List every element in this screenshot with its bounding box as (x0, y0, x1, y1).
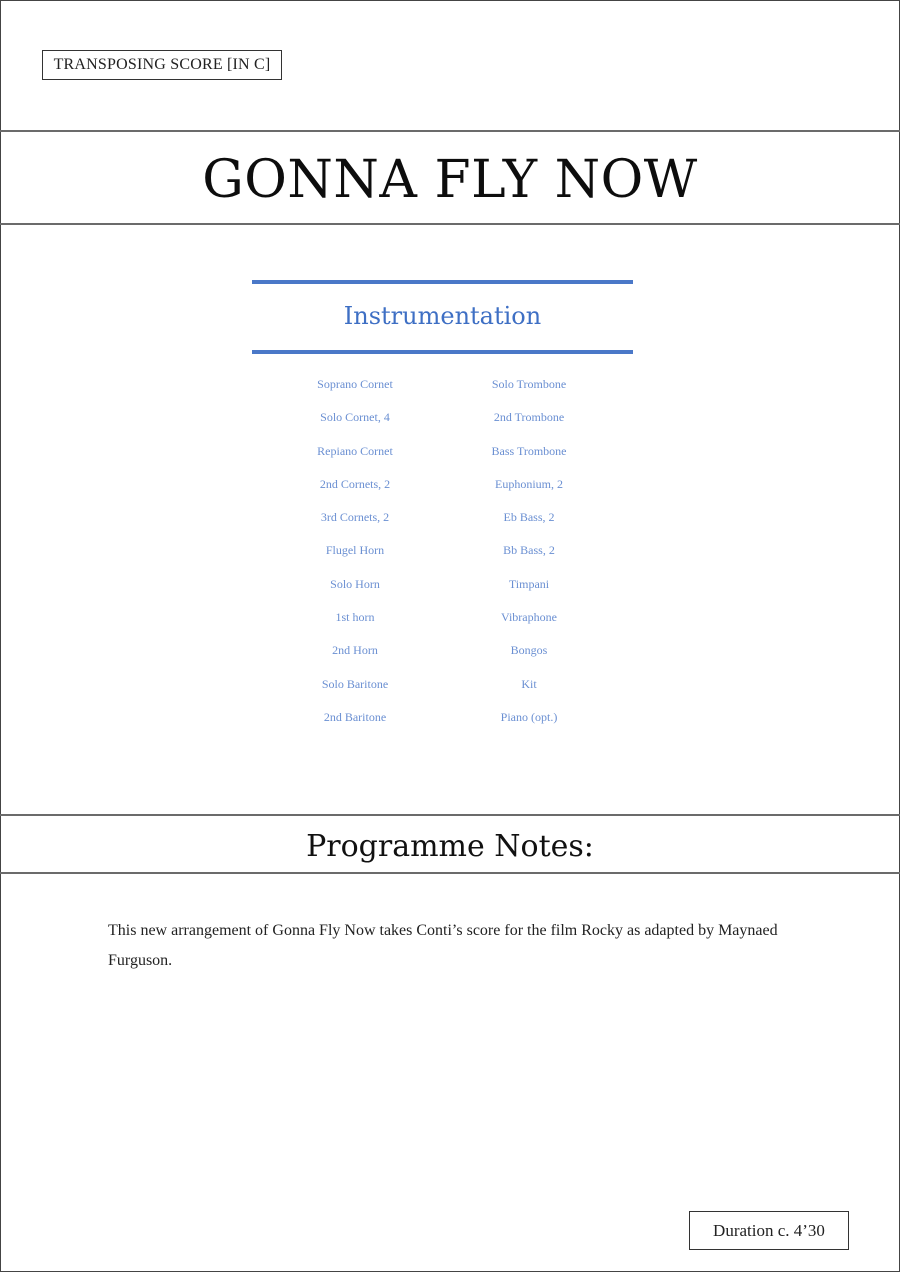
instrument-item: 2nd Horn (332, 643, 378, 658)
instrumentation-bottom-rule (252, 350, 633, 354)
instrument-item: Timpani (508, 576, 550, 591)
instrument-item: Eb Bass, 2 (503, 510, 555, 525)
programme-notes-text: This new arrangement of Gonna Fly Now takes Conti’s score for the film Rocky as adapted by Maynaed Furguson. (108, 922, 778, 969)
instrument-item: Bass Trombone (491, 443, 567, 458)
instrumentation-top-rule (252, 280, 633, 284)
instrument-item: Repiano Cornet (317, 443, 393, 458)
title-top-rule (0, 130, 900, 132)
instrument-item: Solo Horn (330, 576, 380, 591)
instrument-item: 2nd Cornets, 2 (319, 476, 391, 491)
programme-notes-heading: Programme Notes: (306, 829, 594, 864)
instrument-list-right (444, 372, 614, 738)
instrument-item: Solo Cornet, 4 (320, 410, 390, 425)
instrument-list-left (270, 372, 440, 738)
instrument-item: Vibraphone (501, 610, 557, 625)
instrument-item: Solo Trombone (491, 377, 567, 391)
instrument-item: 2nd Baritone (323, 709, 387, 724)
notes-top-rule (0, 814, 900, 816)
instrument-item: Bb Bass, 2 (503, 543, 555, 558)
score-type-label: TRANSPOSING SCORE [IN C] (42, 50, 282, 80)
instrument-item: Bongos (510, 643, 548, 658)
instrument-item: 3rd Cornets, 2 (320, 510, 390, 525)
instrument-item: 1st horn (335, 610, 375, 625)
score-title: GONNA FLY NOW (202, 150, 698, 210)
duration-label: Duration c. 4’30 (689, 1211, 849, 1250)
instrument-item: Flugel Horn (325, 543, 385, 558)
title-bottom-rule (0, 223, 900, 225)
instrumentation-heading: Instrumentation (343, 302, 542, 330)
instrument-item: Euphonium, 2 (495, 476, 563, 491)
instrument-item: Kit (521, 676, 537, 691)
instrument-item: Solo Baritone (321, 676, 389, 691)
instrument-item: Soprano Cornet (317, 377, 393, 391)
instrument-item: Piano (opt.) (500, 709, 558, 724)
instrument-item: 2nd Trombone (493, 410, 565, 425)
notes-bottom-rule (0, 872, 900, 874)
